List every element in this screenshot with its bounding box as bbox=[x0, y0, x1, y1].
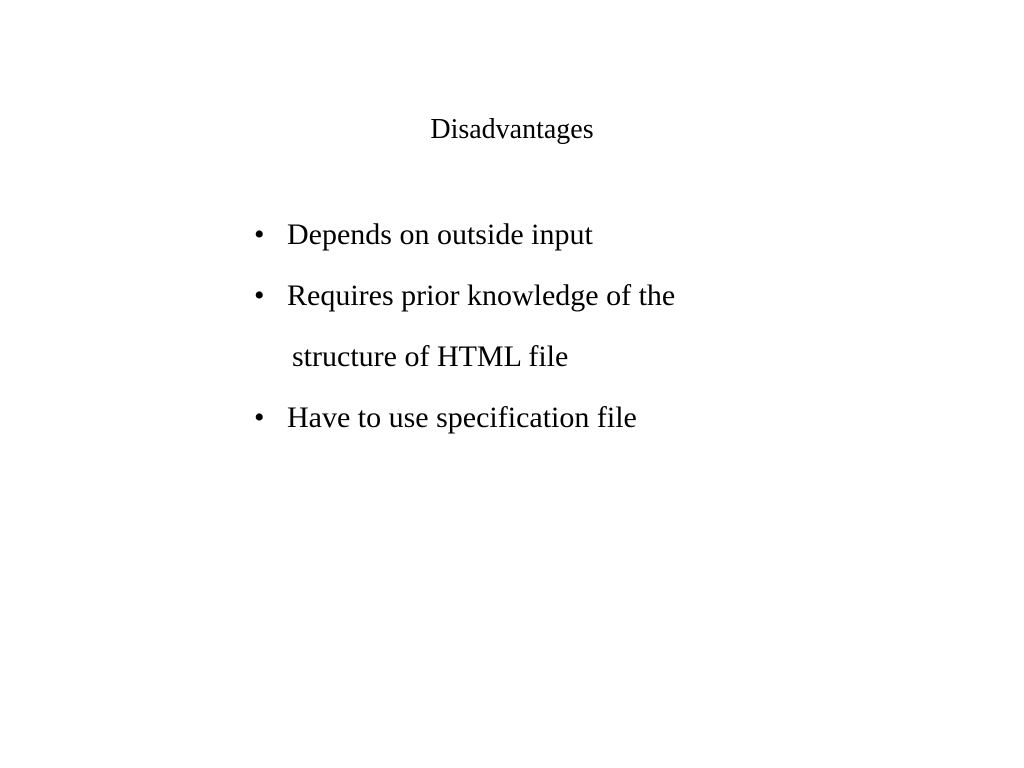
slide-title: Disadvantages bbox=[430, 114, 594, 145]
bullet-text: Requires prior knowledge of the bbox=[287, 279, 676, 312]
bullet-marker: • bbox=[254, 279, 265, 312]
bullet-continuation-text: structure of HTML file bbox=[292, 340, 569, 373]
bullet-text: Depends on outside input bbox=[287, 218, 593, 251]
bullet-text: Have to use specification file bbox=[287, 401, 637, 434]
bullet-marker: • bbox=[254, 218, 265, 251]
bullet-marker: • bbox=[254, 401, 265, 434]
